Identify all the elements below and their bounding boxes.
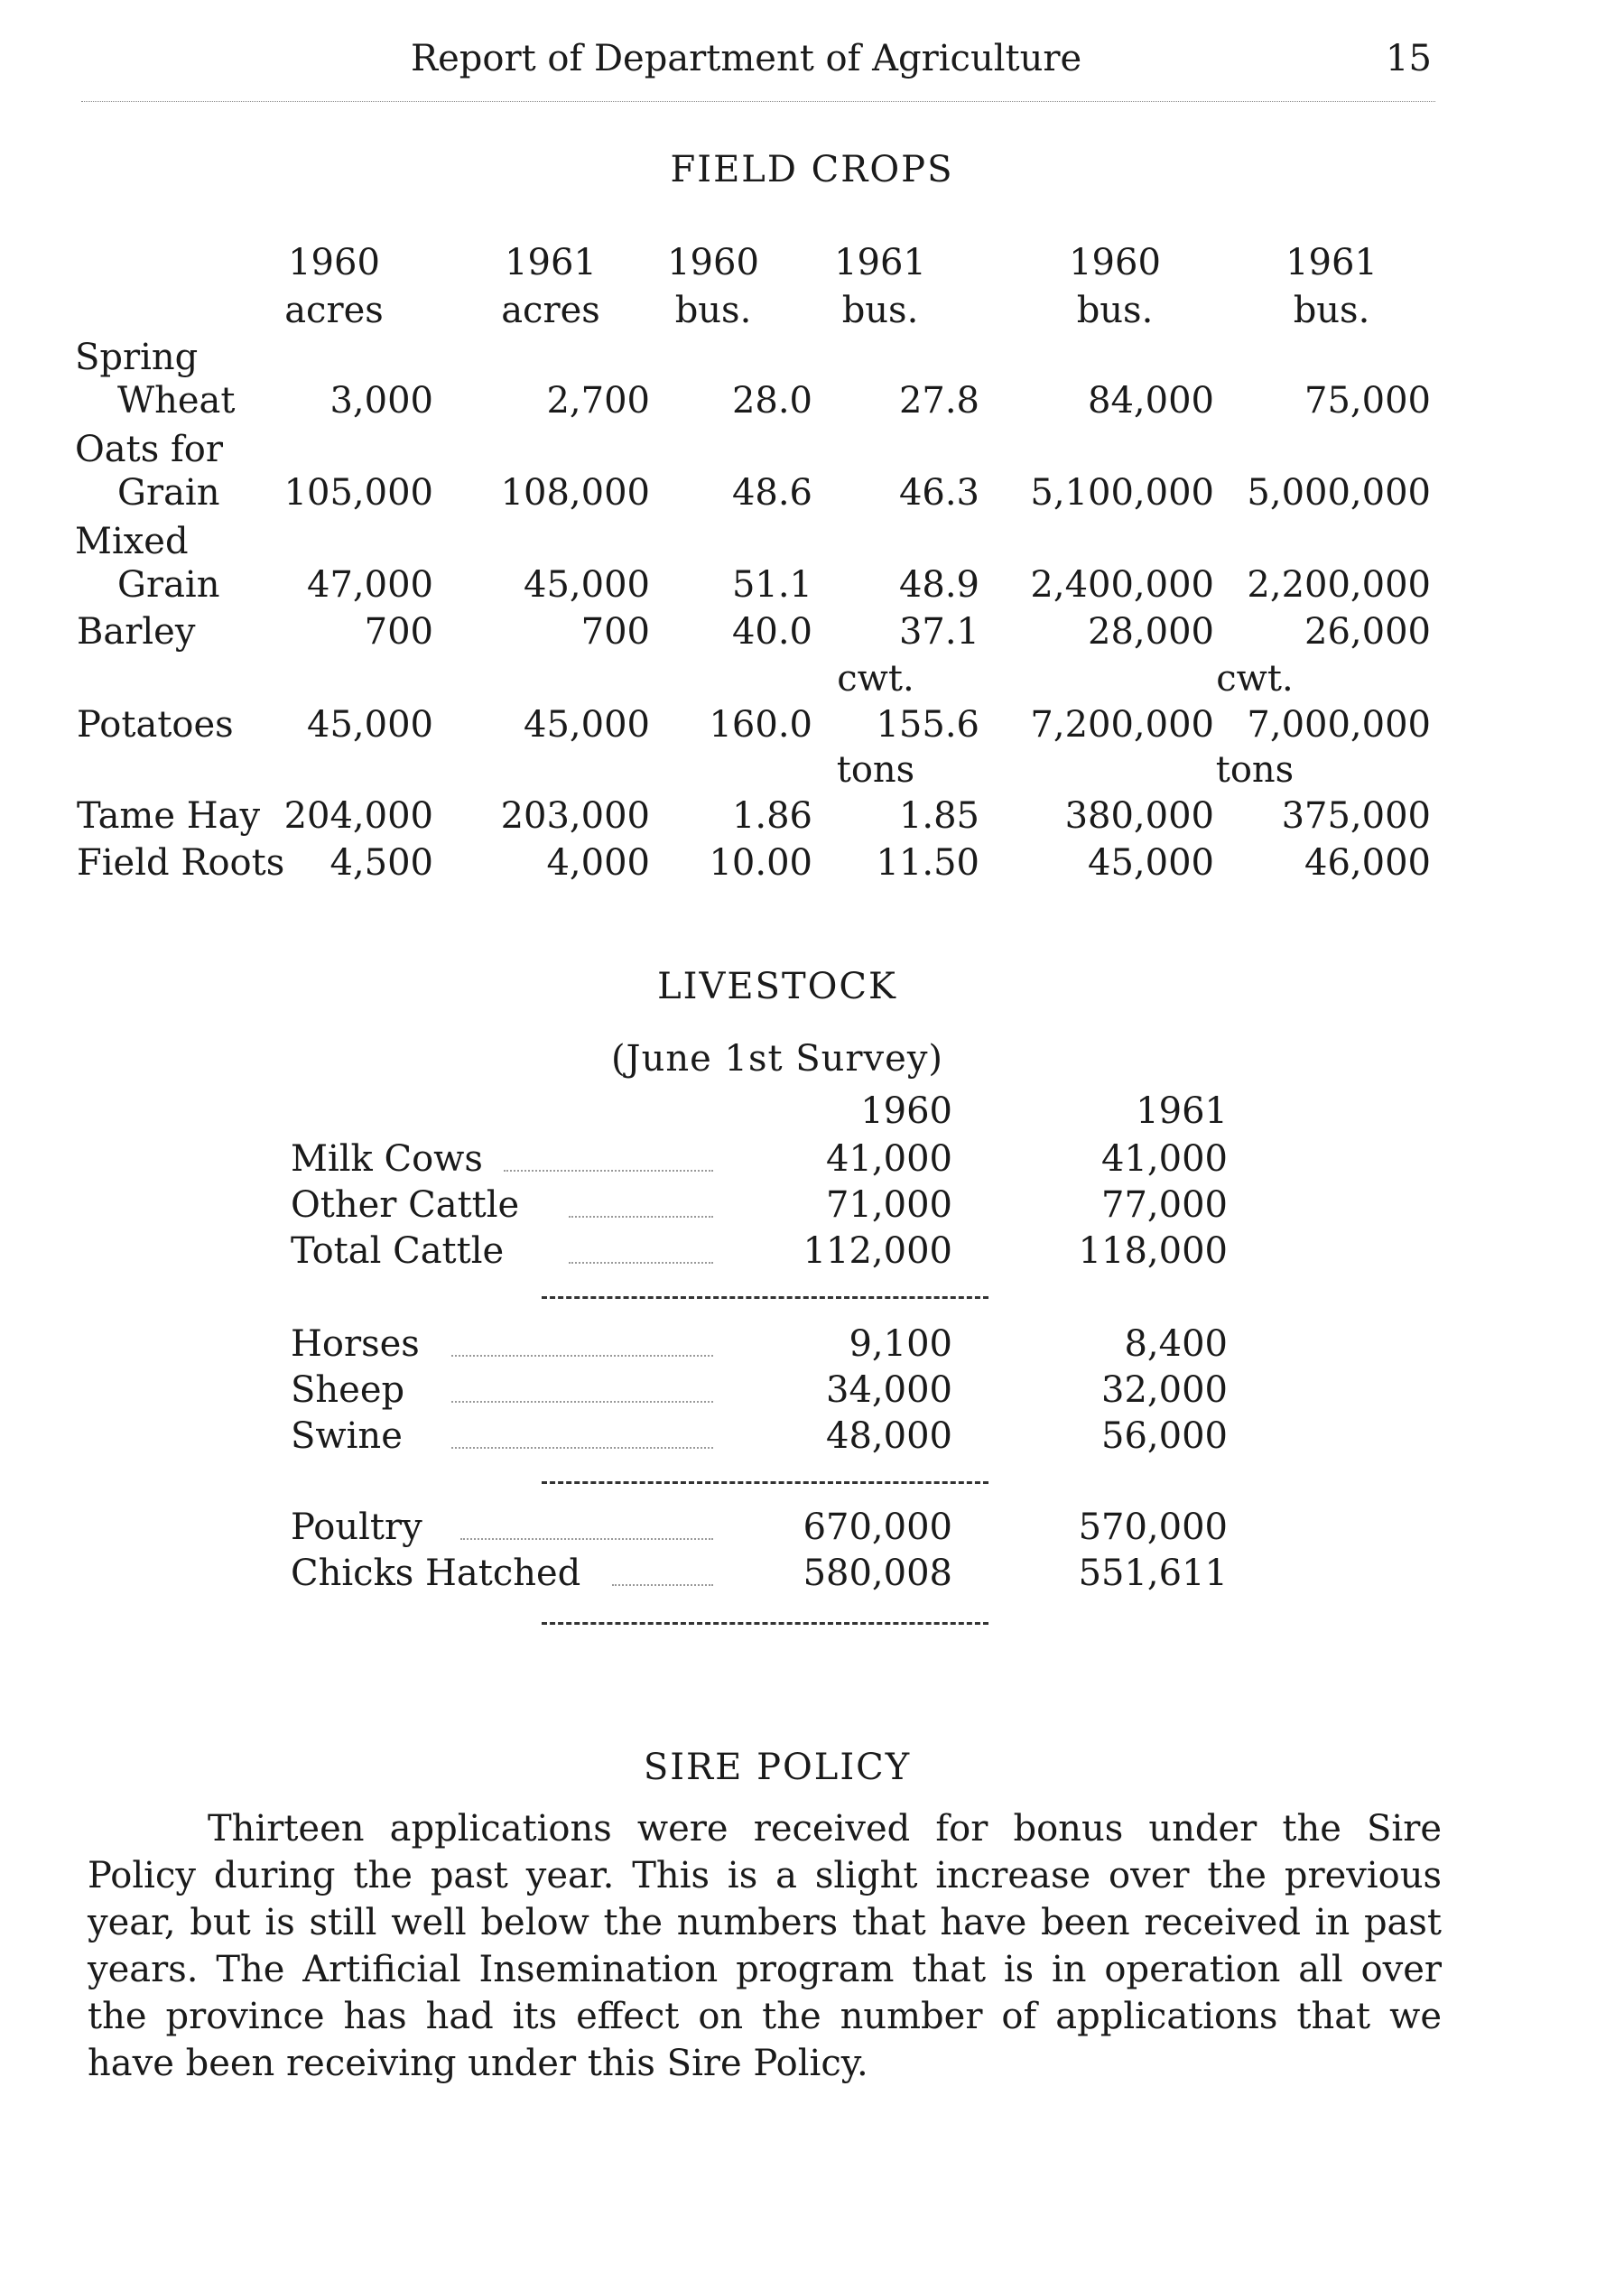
sire-policy-paragraph: Thirteen applications were received for bonus under the Sire Policy during the past year. This is a slight increase over the previous year, but is still well below the numbers that have been received in past years. The Artificial Insemination program that is in operation all over the province has had its effect on the number of applications that we have been receiving under this Sire Policy. <box>88 1808 1442 2084</box>
column-year-header: 1960 <box>667 242 759 283</box>
column-unit-header: bus. <box>1293 290 1370 331</box>
column-year-header: 1961 <box>1285 242 1378 283</box>
livestock-label: Other Cattle <box>291 1184 520 1226</box>
livestock-value-1961: 551,611 <box>1078 1553 1228 1594</box>
crop-value-cell: 51.1 <box>731 564 812 606</box>
livestock-value-1961: 8,400 <box>1124 1323 1228 1365</box>
crop-value-cell: 46.3 <box>898 472 979 514</box>
dot-leader <box>451 1355 713 1357</box>
crop-value-cell: 380,000 <box>1064 795 1214 837</box>
livestock-title: LIVESTOCK <box>657 966 897 1007</box>
crop-value-cell: 3,000 <box>329 380 433 422</box>
crop-value-cell: 700 <box>580 611 650 653</box>
crop-value-cell: 4,500 <box>329 842 433 884</box>
crop-value-cell: 11.50 <box>876 842 979 884</box>
crop-label: Tame Hay <box>77 795 261 837</box>
crop-value-cell: 1.86 <box>731 795 812 837</box>
dot-leader <box>451 1401 713 1403</box>
column-year-header: 1960 <box>1069 242 1161 283</box>
crop-value-cell: 27.8 <box>898 380 979 422</box>
crop-value-cell: 700 <box>364 611 433 653</box>
crop-value-cell: 46,000 <box>1304 842 1431 884</box>
crop-label: Oats for <box>75 429 223 470</box>
crop-value-cell: 75,000 <box>1304 380 1431 422</box>
crop-value-cell: 204,000 <box>283 795 433 837</box>
running-header: Report of Department of Agriculture <box>411 38 1082 79</box>
crop-value-cell: 2,200,000 <box>1247 564 1431 606</box>
crop-value-cell: 26,000 <box>1304 611 1431 653</box>
column-unit-header: bus. <box>841 290 919 331</box>
livestock-value-1961: 41,000 <box>1101 1138 1228 1180</box>
crop-value-cell: 7,000,000 <box>1247 704 1431 746</box>
crop-label: Barley <box>77 611 196 653</box>
crop-value-cell: 45,000 <box>524 564 650 606</box>
sire-policy-title: SIRE POLICY <box>643 1747 912 1788</box>
crop-label: Spring <box>75 337 199 378</box>
dot-leader <box>569 1262 713 1264</box>
total-unit-label: cwt. <box>1216 658 1294 700</box>
crop-value-cell: 2,700 <box>546 380 650 422</box>
crop-value-cell: 45,000 <box>524 704 650 746</box>
livestock-value-1961: 118,000 <box>1078 1230 1228 1272</box>
livestock-label: Poultry <box>291 1507 422 1548</box>
crop-value-cell: 28.0 <box>731 380 812 422</box>
total-unit-label: tons <box>1215 749 1295 791</box>
column-unit-header: bus. <box>1076 290 1154 331</box>
livestock-value-1961: 32,000 <box>1101 1369 1228 1411</box>
dot-leader <box>451 1447 713 1449</box>
yield-unit-label: cwt. <box>837 658 914 700</box>
livestock-value-1960: 34,000 <box>826 1369 952 1411</box>
livestock-label: Sheep <box>291 1369 405 1411</box>
crop-value-cell: 1.85 <box>898 795 979 837</box>
crop-label-continued: Grain <box>117 564 220 606</box>
crop-value-cell: 5,100,000 <box>1030 472 1214 514</box>
crop-value-cell: 45,000 <box>307 704 433 746</box>
livestock-year-header: 1960 <box>860 1090 952 1132</box>
crop-value-cell: 108,000 <box>500 472 650 514</box>
crop-value-cell: 7,200,000 <box>1030 704 1214 746</box>
livestock-value-1961: 77,000 <box>1101 1184 1228 1226</box>
crop-value-cell: 47,000 <box>307 564 433 606</box>
dash-separator <box>542 1296 988 1299</box>
crop-value-cell: 5,000,000 <box>1247 472 1431 514</box>
dash-separator <box>542 1481 988 1484</box>
livestock-value-1960: 9,100 <box>849 1323 952 1365</box>
crop-value-cell: 48.6 <box>731 472 812 514</box>
crop-value-cell: 48.9 <box>898 564 979 606</box>
livestock-value-1960: 670,000 <box>803 1507 952 1548</box>
crop-value-cell: 203,000 <box>500 795 650 837</box>
crop-value-cell: 2,400,000 <box>1030 564 1214 606</box>
livestock-subtitle: (June 1st Survey) <box>610 1038 944 1080</box>
column-year-header: 1961 <box>834 242 926 283</box>
livestock-label: Horses <box>291 1323 420 1365</box>
crop-label: Potatoes <box>77 704 234 746</box>
crop-value-cell: 45,000 <box>1088 842 1214 884</box>
crop-label-continued: Grain <box>117 472 220 514</box>
livestock-value-1960: 48,000 <box>826 1415 952 1457</box>
livestock-year-header: 1961 <box>1136 1090 1228 1132</box>
livestock-value-1960: 112,000 <box>803 1230 952 1272</box>
column-unit-header: bus. <box>674 290 752 331</box>
page-number: 15 <box>1386 38 1432 79</box>
crop-label: Mixed <box>75 521 189 562</box>
livestock-value-1960: 580,008 <box>803 1553 952 1594</box>
dot-leader <box>569 1216 713 1218</box>
livestock-label: Chicks Hatched <box>291 1553 581 1594</box>
livestock-value-1961: 570,000 <box>1078 1507 1228 1548</box>
crop-value-cell: 40.0 <box>731 611 812 653</box>
livestock-label: Swine <box>291 1415 403 1457</box>
crop-label-continued: Wheat <box>117 380 236 422</box>
crop-value-cell: 84,000 <box>1088 380 1214 422</box>
dot-leader <box>612 1584 713 1586</box>
crop-value-cell: 105,000 <box>283 472 433 514</box>
crop-value-cell: 375,000 <box>1281 795 1431 837</box>
column-year-header: 1961 <box>505 242 597 283</box>
crop-value-cell: 28,000 <box>1088 611 1214 653</box>
crop-value-cell: 155.6 <box>876 704 979 746</box>
crop-value-cell: 160.0 <box>709 704 812 746</box>
livestock-label: Milk Cows <box>291 1138 483 1180</box>
column-unit-header: acres <box>284 290 384 331</box>
dot-leader <box>460 1538 713 1540</box>
column-year-header: 1960 <box>288 242 380 283</box>
header-rule <box>81 101 1435 102</box>
yield-unit-label: tons <box>836 749 915 791</box>
column-unit-header: acres <box>501 290 600 331</box>
field-crops-title: FIELD CROPS <box>670 149 954 190</box>
livestock-label: Total Cattle <box>291 1230 505 1272</box>
crop-label: Field Roots <box>77 842 285 884</box>
crop-value-cell: 4,000 <box>546 842 650 884</box>
crop-value-cell: 10.00 <box>709 842 812 884</box>
crop-value-cell: 37.1 <box>898 611 979 653</box>
livestock-value-1960: 41,000 <box>826 1138 952 1180</box>
dash-separator <box>542 1622 988 1625</box>
livestock-value-1960: 71,000 <box>826 1184 952 1226</box>
livestock-value-1961: 56,000 <box>1101 1415 1228 1457</box>
dot-leader <box>504 1170 713 1172</box>
